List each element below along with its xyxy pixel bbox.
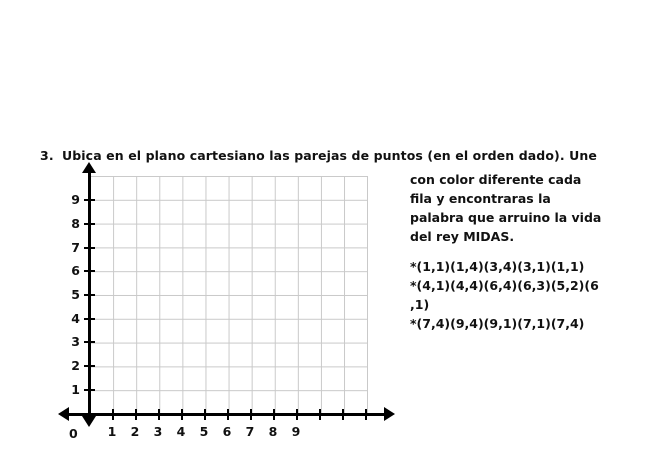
x-tick (112, 409, 114, 420)
y-axis-label: 6 (71, 263, 80, 278)
x-axis-label: 5 (199, 424, 209, 439)
x-tick (273, 409, 275, 420)
x-axis-label: 4 (176, 424, 186, 439)
x-tick (365, 409, 367, 420)
y-tick (84, 318, 95, 320)
y-axis-label: 3 (71, 334, 80, 349)
y-tick (84, 365, 95, 367)
x-tick (250, 409, 252, 420)
y-tick (84, 223, 95, 225)
y-axis-label: 5 (71, 287, 80, 302)
x-tick (158, 409, 160, 420)
y-tick (84, 294, 95, 296)
coordinate-list (410, 257, 610, 333)
y-tick (84, 247, 95, 249)
x-axis-label: 8 (268, 424, 278, 439)
prompt-wrap-line: palabra que arruino la vida (410, 210, 602, 225)
axis-arrow-down-icon (82, 416, 96, 427)
prompt-wrap-line: fila y encontraras la (410, 191, 551, 206)
x-tick (319, 409, 321, 420)
prompt-wrap-line: del rey MIDAS. (410, 229, 515, 244)
y-axis-label: 7 (71, 240, 80, 255)
y-axis-label: 9 (71, 192, 80, 207)
y-tick (84, 389, 95, 391)
y-axis-label: 1 (71, 382, 80, 397)
x-axis-label: 9 (291, 424, 301, 439)
prompt-wrap-line: con color diferente cada (410, 172, 582, 187)
y-axis-label: 2 (71, 358, 80, 373)
x-tick (342, 409, 344, 420)
x-axis-label: 1 (107, 424, 117, 439)
y-tick (84, 270, 95, 272)
question-number: 3. (40, 148, 54, 163)
x-tick (181, 409, 183, 420)
question-prompt-wrap (410, 170, 606, 246)
x-tick (227, 409, 229, 420)
coordinate-row: *(4,1)(4,4)(6,4)(6,3)(5,2)(6 (410, 278, 599, 293)
x-axis-label: 7 (245, 424, 255, 439)
axis-arrow-left-icon (58, 407, 69, 421)
origin-label: 0 (69, 426, 78, 441)
y-tick (84, 341, 95, 343)
coordinate-row: *(1,1)(1,4)(3,4)(3,1)(1,1) (410, 259, 585, 274)
question-prompt-line: Ubica en el plano cartesiano las parejas de puntos (en el orden dado). Une (62, 148, 597, 163)
grid-lines (90, 176, 368, 415)
y-tick (84, 199, 95, 201)
x-axis-label: 2 (130, 424, 140, 439)
x-axis-label: 3 (153, 424, 163, 439)
x-tick (204, 409, 206, 420)
axis-arrow-right-icon (384, 407, 395, 421)
axis-arrow-up-icon (82, 162, 96, 173)
x-tick (296, 409, 298, 420)
coordinate-row: ,1) (410, 297, 430, 312)
x-tick (135, 409, 137, 420)
coordinate-row: *(7,4)(9,4)(9,1)(7,1)(7,4) (410, 316, 585, 331)
y-axis-label: 8 (71, 216, 80, 231)
x-axis-label: 6 (222, 424, 232, 439)
cartesian-plane (60, 170, 398, 446)
y-axis-label: 4 (71, 311, 80, 326)
